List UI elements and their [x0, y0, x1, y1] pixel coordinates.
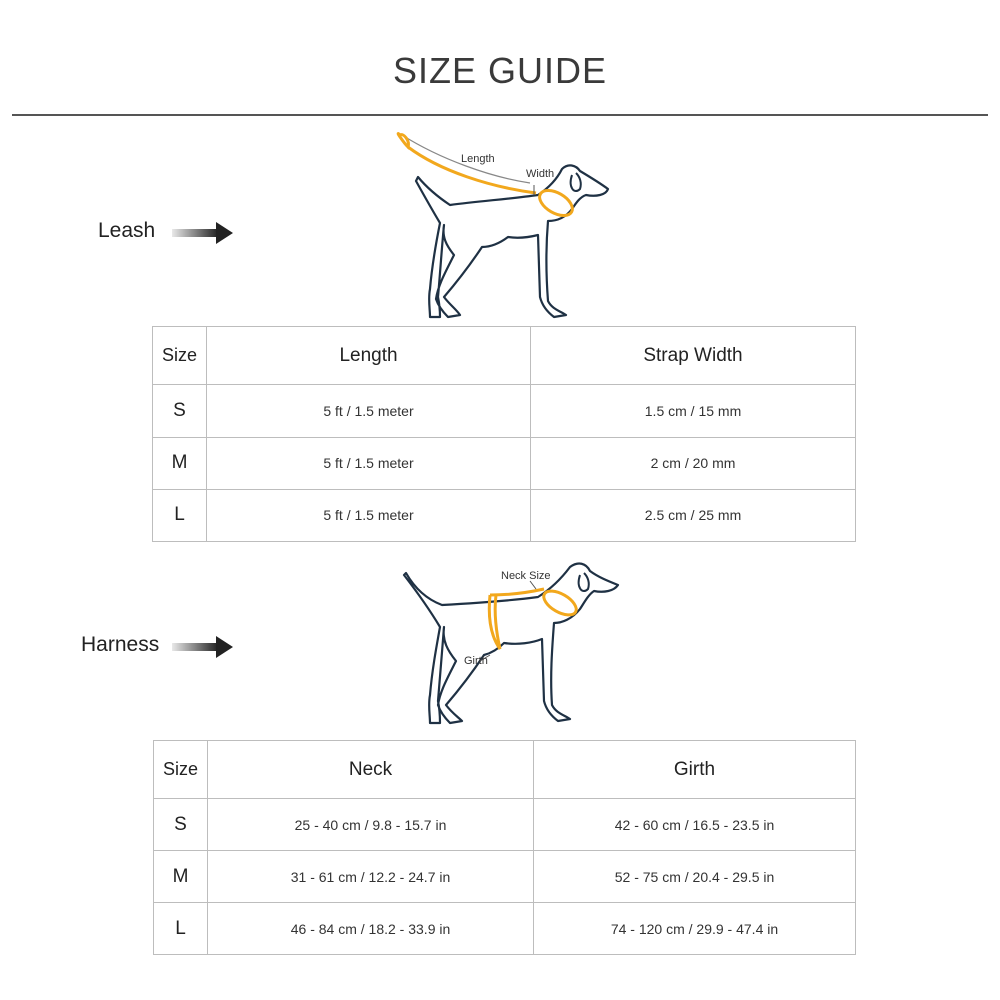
size-cell: S	[153, 385, 207, 437]
size-cell: S	[154, 799, 208, 851]
table-row	[154, 799, 856, 851]
table-header-row	[154, 741, 856, 799]
strap-width-cell: 2 cm / 20 mm	[531, 437, 856, 489]
girth-cell: 74 - 120 cm / 29.9 - 47.4 in	[534, 903, 856, 955]
leash-label: Leash	[98, 219, 156, 242]
length-label: Length	[461, 153, 495, 165]
neck-cell: 46 - 84 cm / 18.2 - 33.9 in	[208, 903, 534, 955]
leash-dog-illustration	[390, 125, 620, 325]
size-cell: M	[153, 437, 207, 489]
arrow-right-icon	[172, 635, 234, 659]
page-title: SIZE GUIDE	[392, 50, 608, 91]
neck-cell: 31 - 61 cm / 12.2 - 24.7 in	[208, 851, 534, 903]
size-cell: M	[154, 851, 208, 903]
girth-label: Girth	[464, 655, 488, 667]
harness-dog-illustration	[398, 555, 628, 730]
table-header-row	[153, 327, 856, 385]
header-girth: Girth	[534, 741, 856, 799]
girth-cell: 52 - 75 cm / 20.4 - 29.5 in	[534, 851, 856, 903]
table-row	[153, 489, 856, 541]
strap-width-cell: 2.5 cm / 25 mm	[531, 489, 856, 541]
strap-width-cell: 1.5 cm / 15 mm	[531, 385, 856, 437]
width-label: Width	[526, 168, 555, 180]
size-cell: L	[153, 489, 207, 541]
header-length: Length	[207, 327, 531, 385]
harness-size-table	[153, 740, 856, 955]
length-cell: 5 ft / 1.5 meter	[207, 385, 531, 437]
table-row	[153, 385, 856, 437]
title-divider	[12, 114, 988, 116]
table-row	[154, 903, 856, 955]
length-cell: 5 ft / 1.5 meter	[207, 489, 531, 541]
girth-cell: 42 - 60 cm / 16.5 - 23.5 in	[534, 799, 856, 851]
header-size: Size	[153, 327, 207, 385]
size-cell: L	[154, 903, 208, 955]
header-strap-width: Strap Width	[531, 327, 856, 385]
table-row	[153, 437, 856, 489]
table-row	[154, 851, 856, 903]
arrow-right-icon	[172, 221, 234, 245]
length-cell: 5 ft / 1.5 meter	[207, 437, 531, 489]
header-neck: Neck	[208, 741, 534, 799]
neck-cell: 25 - 40 cm / 9.8 - 15.7 in	[208, 799, 534, 851]
neck-size-label: Neck Size	[501, 570, 551, 582]
leash-size-table	[152, 326, 856, 542]
header-size: Size	[154, 741, 208, 799]
harness-label: Harness	[81, 633, 160, 656]
